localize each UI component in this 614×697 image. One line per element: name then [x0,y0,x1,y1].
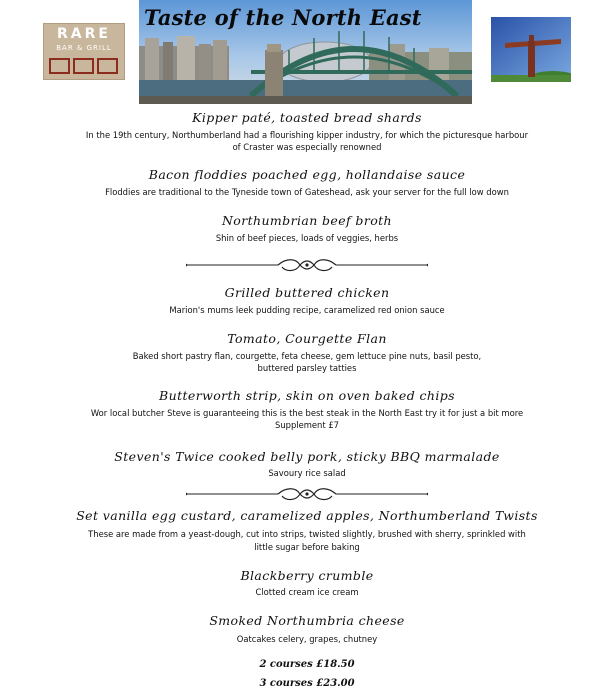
dish-butterworth-strip: Butterworth strip, skin on oven baked chips [159,388,455,403]
angel-of-the-north-image [491,17,571,82]
dish-belly-pork: Steven's Twice cooked belly pork, sticky BBQ marmalade [114,449,500,464]
dish-description: Shin of beef pieces, loads of veggies, herbs [215,233,399,243]
rare-logo [43,23,125,80]
banner-title: Taste of the North East [144,5,422,30]
dish-description: Supplement £7 [275,420,339,430]
logo-box [73,58,94,74]
dish-grilled-chicken: Grilled buttered chicken [224,285,390,300]
dish-bacon-floddies: Bacon floddies poached egg, hollandaise sauce [148,167,466,182]
dish-description: Wor local butcher Steve is guaranteeing this is the best steak in the North East try it for just a bit more [90,408,524,418]
dish-description: These are made from a yeast-dough, cut into strips, twisted slightly, brushed with sherry, sprinkled with [88,529,526,539]
dish-courgette-flan: Tomato, Courgette Flan [227,331,387,346]
dish-description: little sugar before baking [254,542,360,552]
dish-blackberry-crumble: Blackberry crumble [240,568,374,583]
price-two-courses: 2 courses £18.50 [259,659,355,670]
dish-description: Floddies are traditional to the Tyneside town of Gateshead, ask your server for the full low down [105,187,509,197]
dish-kipper-pate: Kipper paté, toasted bread shards [192,110,422,125]
ornamental-divider [186,487,428,501]
dish-description: Savoury rice salad [268,468,346,478]
dish-description: Marion's mums leek pudding recipe, caramelized red onion sauce [169,305,445,315]
dish-description: In the 19th century, Northumberland had a flourishing kipper industry, for which the picturesque harbour [85,130,529,140]
logo-subtitle: BAR & GRILL [56,44,112,52]
dish-description: buttered parsley tatties [257,363,357,373]
logo-box [49,58,70,74]
dish-beef-broth: Northumbrian beef broth [221,213,393,228]
dish-description: Clotted cream ice cream [255,587,359,597]
dish-description: Baked short pastry flan, courgette, feta cheese, gem lettuce pine nuts, basil pesto, [132,351,482,361]
dish-smoked-cheese: Smoked Northumbria cheese [209,613,405,628]
logo-box [97,58,118,74]
logo-boxes [49,58,118,74]
banner-image [139,0,472,104]
ornamental-divider [186,258,428,272]
price-three-courses: 3 courses £23.00 [259,678,355,689]
dish-egg-custard: Set vanilla egg custard, caramelized apples, Northumberland Twists [76,508,538,523]
angel-illustration [491,17,571,82]
dish-description: Oatcakes celery, grapes, chutney [236,634,378,644]
dish-description: of Craster was especially renowned [232,142,382,152]
logo-name: RARE [57,26,111,42]
